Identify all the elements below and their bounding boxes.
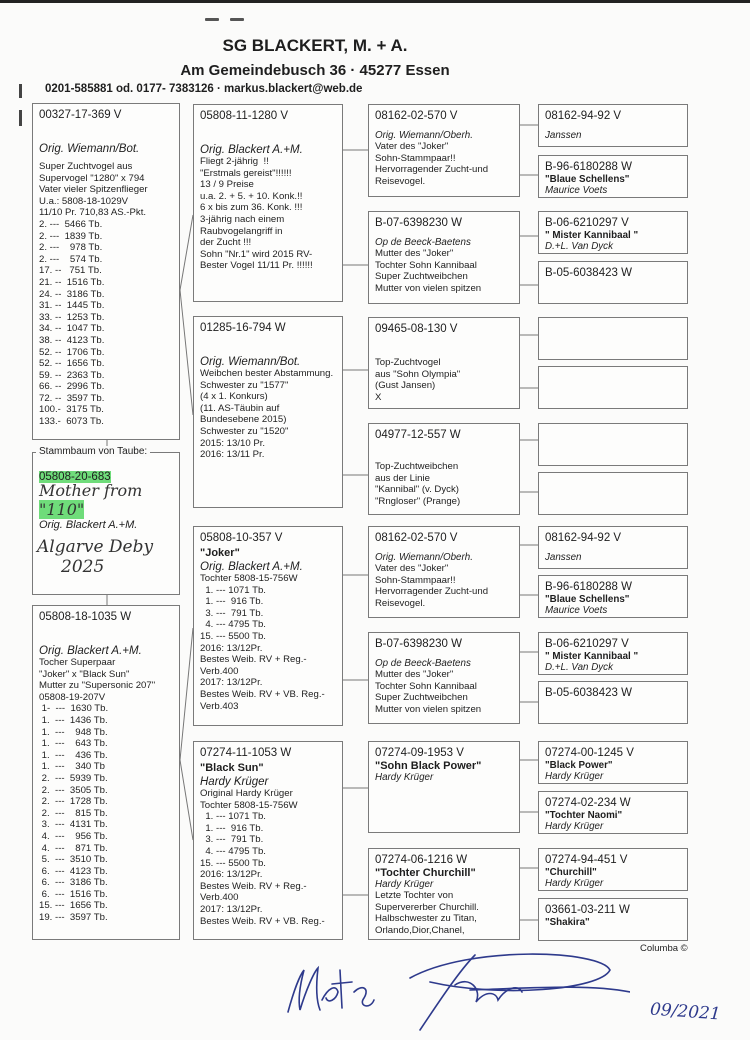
origin: Hardy Krüger: [545, 771, 604, 782]
ancestor-card-empty[interactable]: [538, 472, 688, 515]
origin: Orig. Blackert A.+M.: [200, 561, 303, 573]
ring-number: 07274-02-234 W: [545, 797, 631, 809]
ring-number: 07274-06-1216 W: [375, 854, 468, 866]
origin: Orig. Blackert A.+M.: [39, 519, 138, 531]
pigeon-notes: Top-Zuchtweibchen aus der Linie "Kannibal" (v. Dyck) "Rngloser" (Prange): [375, 461, 461, 507]
breeder-contact: 0201-585881 od. 0177- 7383126 · markus.blackert@web.de: [45, 83, 363, 95]
great-grandparent-card[interactable]: [368, 848, 520, 940]
pigeon-notes: Weibchen bester Abstammung. Schwester zu "1577" (4 x 1. Konkurs) (11. AS-Täubin auf Bundesebene 2015) Schwester zu "1520" 2015: 13/10 Pr. 2016: 13/11 Pr.: [200, 368, 334, 461]
ring-number: B-05-6038423 W: [545, 687, 632, 699]
ancestor-card[interactable]: [538, 104, 688, 147]
copyright: Columba ©: [640, 943, 688, 954]
ring-number: B-06-6210297 V: [545, 217, 629, 229]
great-grandparent-card[interactable]: [368, 423, 520, 515]
ring-number: 00327-17-369 V: [39, 109, 122, 121]
signature-stroke: [354, 988, 374, 1006]
ring-number: 07274-09-1953 V: [375, 747, 464, 759]
ancestor-card-empty[interactable]: [538, 423, 688, 466]
ring-number: 03661-03-211 W: [545, 904, 630, 916]
origin: Hardy Krüger: [200, 776, 269, 788]
pigeon-name: "Shakira": [545, 917, 590, 928]
pigeon-notes: Letzte Tochter von Supervererber Churchill. Halbschwester zu Titan, Orlando,Dior,Chanel,: [375, 890, 479, 936]
pigeon-name: "Blaue Schellens": [545, 594, 630, 605]
signature-date: 09/2021: [649, 999, 722, 1025]
handwritten-race: Algarve Deby: [37, 537, 154, 557]
origin: Maurice Voets: [545, 185, 608, 196]
origin: Hardy Krüger: [375, 772, 434, 783]
origin: Janssen: [545, 130, 582, 141]
pigeon-name: "Sohn Black Power": [375, 760, 482, 772]
ring-number: B-05-6038423 W: [545, 267, 632, 279]
grandparent-card[interactable]: [193, 104, 343, 302]
great-grandparent-card[interactable]: [368, 741, 520, 833]
pigeon-notes: Mutter des "Joker" Tochter Sohn Kannibaal Super Zuchtweibchen Mutter von vielen spitzen: [375, 669, 482, 715]
origin: Orig. Wiemann/Oberh.: [375, 130, 473, 141]
great-grandparent-card[interactable]: [368, 104, 520, 197]
pigeon-notes: Vater des "Joker" Sohn-Stammpaar!! Hervorragender Zucht-und Reisevogel.: [375, 141, 489, 187]
handwritten-text: Mother from: [39, 481, 143, 500]
ancestor-card[interactable]: [538, 211, 688, 254]
origin: Orig. Blackert A.+M.: [200, 144, 303, 156]
grandparent-card[interactable]: [193, 316, 343, 508]
ancestor-card[interactable]: [538, 898, 688, 941]
great-grandparent-card[interactable]: [368, 211, 520, 304]
origin: Orig. Wiemann/Bot.: [39, 143, 140, 155]
father-card[interactable]: [32, 103, 180, 440]
pigeon-name: "Tochter Naomi": [545, 810, 623, 821]
ring-number: 05808-10-357 V: [200, 532, 283, 544]
ring-number: B-07-6398230 W: [375, 638, 462, 650]
origin: Op de Beeck-Baetens: [375, 658, 471, 669]
origin: Maurice Voets: [545, 605, 608, 616]
ancestor-card-empty[interactable]: [538, 317, 688, 360]
ancestor-card-empty[interactable]: [538, 366, 688, 409]
ring-number: 07274-00-1245 V: [545, 747, 634, 759]
ring-number: 07274-11-1053 W: [200, 747, 292, 759]
origin: Hardy Krüger: [375, 879, 434, 890]
origin: D.+L. Van Dyck: [545, 662, 613, 673]
highlighted-ring: 05808-20-683: [39, 471, 111, 483]
origin: Orig. Blackert A.+M.: [39, 645, 142, 657]
pigeon-notes: Fliegt 2-jährig !! "Erstmals gereist"!!!!!! 13 / 9 Preise u.a. 2. + 5. + 10. Konk.!! 6 x bis zum 36. Konk. !!! 3-jährig nach einem Raubvogelangriff in der Zucht !!! Sohn "Nr.1" wird 2015 RV- Bester Vogel 11/11 Pr. !!!!!!: [200, 156, 313, 272]
breeder-name: SG BLACKERT, M. + A.: [222, 36, 408, 55]
mother-card[interactable]: [32, 605, 180, 940]
grandparent-card[interactable]: [193, 741, 343, 940]
connector-line: [180, 628, 193, 760]
handwritten-note: [39, 481, 173, 519]
great-grandparent-card[interactable]: [368, 317, 520, 409]
great-grandparent-card[interactable]: [368, 632, 520, 724]
breeder-address: Am Gemeindebusch 36 · 45277 Essen: [180, 62, 450, 79]
pigeon-notes: Mutter des "Joker" Tochter Sohn Kannibaal Super Zuchtweibchen Mutter von vielen spitzen: [375, 248, 482, 294]
ancestor-card[interactable]: [538, 261, 688, 304]
pigeon-name: "Black Sun": [200, 762, 264, 774]
ring-number: 08162-94-92 V: [545, 110, 622, 122]
ring-number: B-07-6398230 W: [375, 217, 462, 229]
origin: Orig. Wiemann/Oberh.: [375, 552, 473, 563]
pigeon-name: " Mister Kannibaal ": [545, 230, 639, 241]
pigeon-name: "Tochter Churchill": [375, 867, 476, 879]
signature-stroke: [410, 954, 610, 990]
origin: Hardy Krüger: [545, 821, 604, 832]
ring-number: B-06-6210297 V: [545, 638, 629, 650]
ancestor-card[interactable]: [538, 575, 688, 618]
pigeon-notes: Top-Zuchtvogel aus "Sohn Olympia" (Gust Jansen) X: [375, 357, 461, 403]
pigeon-name: "Joker": [200, 547, 240, 559]
pigeon-notes: Tocher Superpaar "Joker" x "Black Sun" Mutter zu "Supersonic 207" 05808-19-207V 1- --- 1630 Tb. 1. --- 1436 Tb. 1. --- 948 Tb. 1. --- 643 Tb. 1. --- 436 Tb. 1. --- 340 Tb 2. --- 5939 Tb. 2. --- 3505 Tb. 2. --- 1728 Tb. 2. --- 815 Tb. 3. --- 4131 Tb. 4. --- 956 Tb. 4. --- 871 Tb. 5. --- 3510 Tb. 6. --- 4123 Tb. 6. --- 3186 Tb. 6. --- 1516 Tb. 15. --- 1656 Tb. 19. --- 3597 Tb.: [39, 657, 156, 924]
subject-legend: Stammbaum von Taube:: [36, 446, 150, 457]
connector-line: [180, 760, 193, 840]
pigeon-notes: Original Hardy Krüger Tochter 5808-15-756W 1. --- 1071 Tb. 1. --- 916 Tb. 3. --- 791 Tb. 4. --- 4795 Tb. 15. --- 5500 Tb. 2016: 13/12Pr. Bestes Weib. RV + Reg.- Verb.400 2017: 13/12Pr. Bestes Weib. RV + VB. Reg.-: [200, 788, 325, 927]
ring-number: 09465-08-130 V: [375, 323, 458, 335]
handwritten-year: 2025: [61, 557, 105, 577]
pigeon-name: " Mister Kannibaal ": [545, 651, 639, 662]
ancestor-card[interactable]: [538, 791, 688, 834]
origin: Op de Beeck-Baetens: [375, 237, 471, 248]
ancestor-card[interactable]: [538, 632, 688, 675]
pigeon-name: "Blaue Schellens": [545, 174, 630, 185]
ring-number: 04977-12-557 W: [375, 429, 461, 441]
ancestor-card[interactable]: [538, 848, 688, 891]
ring-number: B-96-6180288 W: [545, 581, 632, 593]
ring-number: B-96-6180288 W: [545, 161, 632, 173]
origin: Orig. Wiemann/Bot.: [200, 356, 301, 368]
subject-card[interactable]: [32, 452, 180, 595]
signature-stroke: [288, 968, 320, 1012]
ring-number: 01285-16-794 W: [200, 322, 286, 334]
origin: D.+L. Van Dyck: [545, 241, 613, 252]
handwritten-highlight: "110": [39, 500, 85, 519]
ancestor-card[interactable]: [538, 526, 688, 569]
ancestor-card[interactable]: [538, 681, 688, 724]
great-grandparent-card[interactable]: [368, 526, 520, 618]
signature: [270, 940, 630, 1035]
ring-number: 05808-11-1280 V: [200, 110, 289, 122]
grandparent-card[interactable]: [193, 526, 343, 726]
pigeon-name: "Churchill": [545, 867, 597, 878]
pigeon-notes: Tochter 5808-15-756W 1. --- 1071 Tb. 1. --- 916 Tb. 3. --- 791 Tb. 4. --- 4795 Tb. 15. --- 5500 Tb. 2016: 13/12Pr. Bestes Weib. RV + Reg.- Verb.400 2017: 13/12Pr. Bestes Weib. RV + VB. Reg.- Verb.403: [200, 573, 325, 712]
pigeon-notes: Vater des "Joker" Sohn-Stammpaar!! Hervorragender Zucht-und Reisevogel.: [375, 563, 489, 609]
pigeon-name: "Black Power": [545, 760, 613, 771]
ancestor-card[interactable]: [538, 741, 688, 784]
ring-number: 05808-18-1035 W: [39, 611, 132, 623]
ring-number: 08162-02-570 V: [375, 532, 458, 544]
connector-line: [180, 290, 193, 415]
origin: Janssen: [545, 552, 582, 563]
ring-number: 08162-94-92 V: [545, 532, 622, 544]
connector-line: [180, 215, 193, 290]
signature-stroke: [322, 970, 352, 1008]
ancestor-card[interactable]: [538, 155, 688, 198]
ring-number: 07274-94-451 V: [545, 854, 628, 866]
origin: Hardy Krüger: [545, 878, 604, 889]
ring-number: 08162-02-570 V: [375, 110, 458, 122]
pigeon-notes: Super Zuchtvogel aus Supervogel "1280" x 794 Vater vieler Spitzenflieger U.a.: 5808-18-1029V 11/10 Pr. 710,83 AS.-Pkt. 2. --- 5466 Tb. 2. --- 1839 Tb. 2. --- 978 Tb. 2. --- 574 Tb. 17. -- 751 Tb. 21. -- 1516 Tb. 24. -- 3186 Tb. 31. -- 1445 Tb. 33. -- 1253 Tb. 34. -- 1047 Tb. 38. -- 4123 Tb. 52. -- 1706 Tb. 52. -- 1656 Tb. 59. -- 2363 Tb. 66. -- 2996 Tb. 72. -- 3597 Tb. 100.- 3175 Tb. 133.- 6073 Tb.: [39, 161, 148, 428]
signature-stroke: [420, 955, 522, 1030]
